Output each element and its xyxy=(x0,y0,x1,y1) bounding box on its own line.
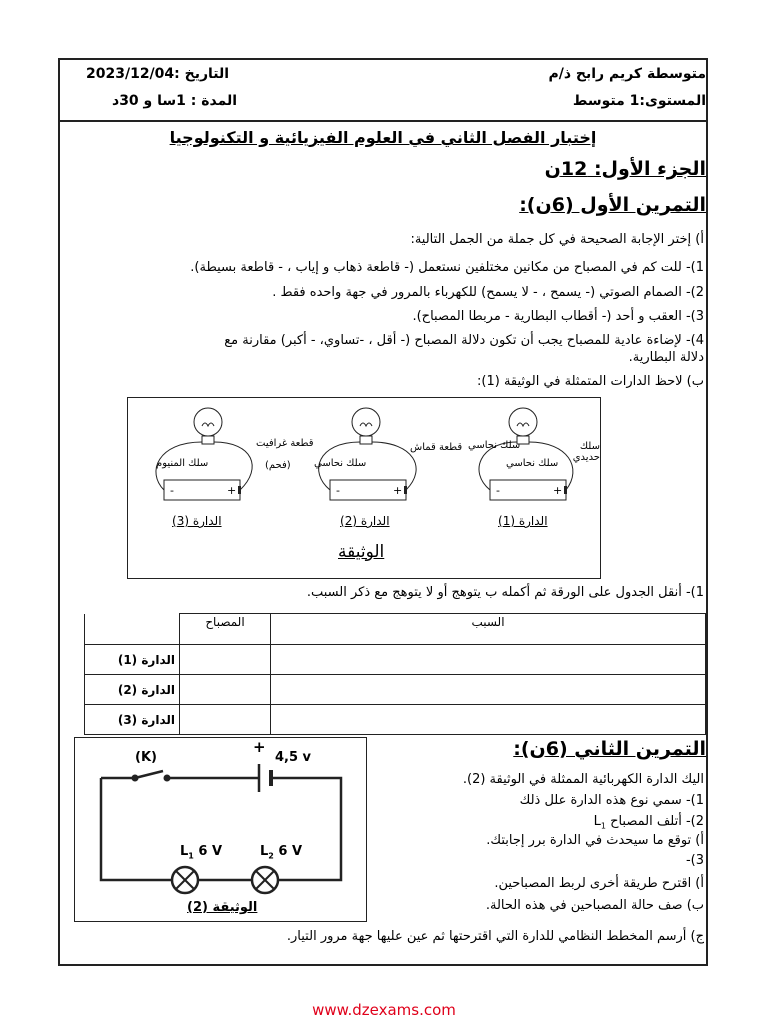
circuit-3-wire-left: سلك المنيوم xyxy=(156,458,209,469)
table-corner-cell xyxy=(85,614,180,645)
level: المستوى:1 متوسط xyxy=(572,93,706,109)
ex1-question-4-cont: دلالة البطارية. xyxy=(628,350,704,365)
battery-1-minus: - xyxy=(496,484,500,497)
document-1-label: الوثيقة xyxy=(338,542,385,562)
table-header-lamp: المصباح xyxy=(180,614,271,645)
exercise2-title: التمرين الثاني (6ن): xyxy=(513,738,706,760)
ex2-intro: اليك الدارة الكهربائية الممثلة في الوثيقة (2). xyxy=(462,772,704,787)
school-name: متوسطة كريم رابح ذ/م xyxy=(548,66,706,82)
table-row xyxy=(85,705,706,735)
lamp-2-label: $L_2$ 6 V xyxy=(260,844,303,861)
battery-2-minus: - xyxy=(336,484,340,497)
switch-label: (K) xyxy=(135,750,157,765)
circuit-3-wire-right: قطعة غرافيت xyxy=(256,438,314,449)
battery-voltage: 4,5 v xyxy=(275,750,312,765)
lamp-1-label: $L_1$ 6 V xyxy=(180,844,223,861)
battery-1-plus: + xyxy=(553,484,563,497)
table-cell-reason xyxy=(271,675,706,705)
table-row-label: الدارة (3) xyxy=(85,705,180,735)
ex1-question-4: 4)- لإضاءة عادية للمصباح يجب أن تكون دلالة المصباح (- أقل ، -تساوي، - أكبر) مقارنة مع xyxy=(224,333,704,348)
circuit-1-wire-left: سلك نحاسي xyxy=(468,440,521,451)
circuit-1-wire-bottom: سلك نحاسي xyxy=(506,458,559,469)
ex1-instruction-b: ب) لاحظ الدارات المتمثلة في الوثيقة (1): xyxy=(477,374,704,389)
table-row xyxy=(85,645,706,675)
circuit-2-wire-left: سلك نحاسي xyxy=(314,458,367,469)
part1-title: الجزء الأول: 12ن xyxy=(544,158,706,180)
table-header-reason: السبب xyxy=(271,614,706,645)
circuit-2-wire-right: قطعة قماش xyxy=(410,442,463,453)
ex2-question-3b: ب) صف حالة المصباحين في هذه الحالة. xyxy=(485,898,704,913)
table-cell-reason xyxy=(271,645,706,675)
lamp-ref: L xyxy=(593,814,601,829)
ex2-question-3c: ج) أرسم المخطط النظامي للدارة التي اقترحتها ثم عين عليها جهة مرور التيار. xyxy=(286,929,704,944)
document-2-caption: الوثيقة (2) xyxy=(187,900,258,915)
exam-duration: المدة : 1سا و 30د xyxy=(112,93,238,109)
table-cell-lamp xyxy=(180,675,271,705)
table-instruction: 1)- أنقل الجدول على الورقة ثم أكمله ب يتوهج أو لا يتوهج مع ذكر السبب. xyxy=(306,585,704,600)
circuit-1-wire-right: سلك حديدي xyxy=(572,441,600,463)
table-row xyxy=(85,675,706,705)
ex1-question-2: 2)- الصمام الصوتي (- يسمح ، - لا يسمح) للكهرباء بالمرور في جهة واحده فقط . xyxy=(272,285,704,300)
document-2-box xyxy=(74,737,367,922)
ex2-question-2: 2)- أتلف المصباح $L_1$ xyxy=(593,814,704,831)
table-cell-lamp xyxy=(180,645,271,675)
table-cell-lamp xyxy=(180,705,271,735)
battery-3-plus: + xyxy=(227,484,237,497)
ex1-question-1: 1)- للت كم في المصباح من مكانين مختلفين نستعمل (- قاطعة ذهاب و إياب ، - قاطعة بسيطة). xyxy=(190,260,704,275)
document-1-box xyxy=(127,397,601,579)
table-cell-reason xyxy=(271,705,706,735)
exercise1-title: التمرين الأول (6ن): xyxy=(519,194,706,216)
battery-3-minus: - xyxy=(170,484,174,497)
ex2-question-2a: أ) توقع ما سيحدث في الدارة برر إجابتك. xyxy=(486,833,704,848)
ex2-question-3: 3)- xyxy=(685,853,704,868)
table-header-row xyxy=(85,614,706,645)
battery-plus-sign: + xyxy=(253,738,266,756)
battery-2-plus: + xyxy=(393,484,403,497)
ex2-question-1: 1)- سمي نوع هذه الدارة علل ذلك xyxy=(519,793,704,808)
exam-date: التاريخ :2023/12/04 xyxy=(86,66,230,82)
circuit-3-caption: الدارة (3) xyxy=(172,514,222,528)
ex1-instruction-a: أ) إختر الإجابة الصحيحة في كل جملة من الجمل التالية: xyxy=(410,232,704,247)
circuit-1-caption: الدارة (1) xyxy=(498,514,548,528)
ex1-question-3: 3)- العقب و أحد (- أقطاب البطارية - مربطا المصباح). xyxy=(412,309,704,324)
table-row-label: الدارة (2) xyxy=(85,675,180,705)
header-divider xyxy=(58,120,708,122)
circuit-3-wire-right-2: (فحم) xyxy=(265,460,291,471)
results-table xyxy=(84,613,706,735)
table-row-label: الدارة (1) xyxy=(85,645,180,675)
document-2-circuit xyxy=(75,738,366,921)
exam-title: إختبار الفصل الثاني في العلوم الفيزيائية و التكنولوجيا xyxy=(169,128,597,147)
circuit-2-caption: الدارة (2) xyxy=(340,514,390,528)
ex2-question-3a: أ) اقترح طريقة أخرى لربط المصباحين. xyxy=(494,876,704,891)
footer-website: www.dzexams.com xyxy=(312,1001,456,1019)
